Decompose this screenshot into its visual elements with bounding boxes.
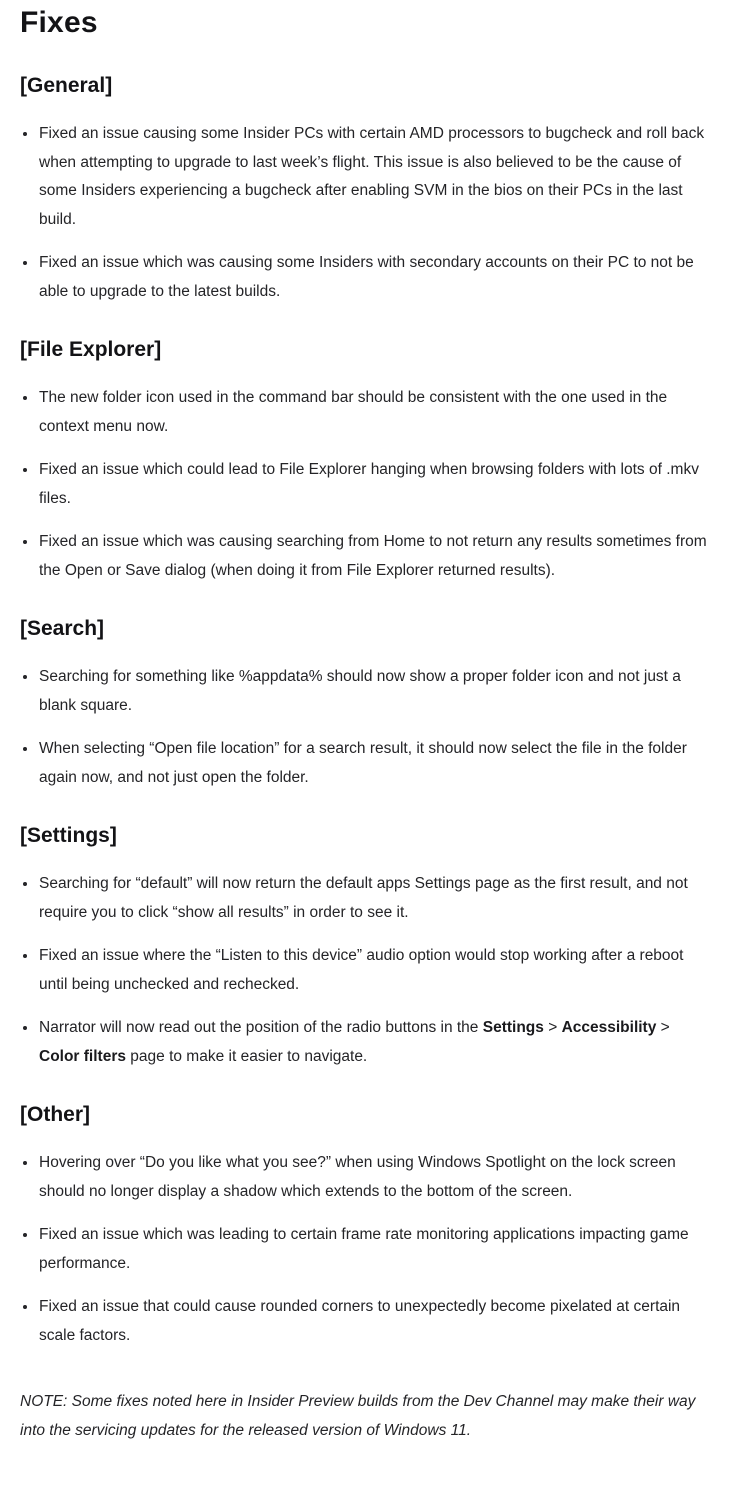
section-heading: [Other] bbox=[20, 1103, 90, 1126]
text-segment: Fixed an issue where the “Listen to this device” audio option would stop working after a reboot until being unchecked and rechecked. bbox=[39, 947, 684, 993]
section-heading: [Search] bbox=[20, 617, 105, 640]
fixes-section bbox=[20, 72, 710, 306]
text-segment: Fixed an issue that could cause rounded corners to unexpectedly become pixelated at certain scale factors. bbox=[39, 1298, 681, 1344]
fixes-section bbox=[20, 615, 710, 792]
text-segment: When selecting “Open file location” for a search result, it should now select the file in the folder again now, and not just open the folder. bbox=[39, 740, 687, 786]
fixes-list bbox=[20, 870, 710, 1071]
fixes-list bbox=[20, 1149, 710, 1350]
section-heading: [File Explorer] bbox=[20, 338, 162, 361]
text-segment: Fixed an issue which could lead to File Explorer hanging when browsing folders with lots of .mkv files. bbox=[39, 461, 699, 507]
text-segment: Fixed an issue which was leading to certain frame rate monitoring applications impacting game performance. bbox=[39, 1226, 689, 1272]
list-item bbox=[38, 1149, 710, 1206]
text-segment: > bbox=[543, 1019, 562, 1036]
text-segment: Fixed an issue causing some Insider PCs with certain AMD processors to bugcheck and roll back when attempting to upgrade to last week’s flight. This issue is also believed to be the cause of some Insiders experiencing a bugcheck after enabling SVM in the bios on their PCs in the last build. bbox=[39, 125, 705, 228]
list-item bbox=[38, 249, 710, 306]
fixes-list bbox=[20, 120, 710, 306]
page-title: Fixes bbox=[20, 6, 98, 39]
text-segment: Narrator will now read out the position of the radio buttons in the bbox=[39, 1019, 483, 1036]
text-segment: Fixed an issue which was causing some Insiders with secondary accounts on their PC to not be able to upgrade to the latest builds. bbox=[39, 254, 694, 300]
list-item bbox=[38, 870, 710, 927]
fixes-section bbox=[20, 1101, 710, 1350]
text-segment: Searching for something like %appdata% should now show a proper folder icon and not just a blank square. bbox=[39, 668, 681, 714]
fixes-list bbox=[20, 384, 710, 585]
sections-container bbox=[20, 72, 710, 1350]
list-item bbox=[38, 942, 710, 999]
text-segment: The new folder icon used in the command bar should be consistent with the one used in the context menu now. bbox=[39, 389, 668, 435]
text-segment: page to make it easier to navigate. bbox=[125, 1047, 368, 1065]
list-item bbox=[38, 1293, 710, 1350]
section-heading: [General] bbox=[20, 74, 113, 97]
fixes-list bbox=[20, 663, 710, 792]
list-item bbox=[38, 528, 710, 585]
bold-text-segment: Settings bbox=[482, 1019, 544, 1036]
list-item bbox=[38, 663, 710, 720]
bold-text-segment: Accessibility bbox=[561, 1019, 657, 1036]
list-item bbox=[38, 735, 710, 792]
note-text: NOTE: Some fixes noted here in Insider Preview builds from the Dev Channel may make their way into the servicing updates for the released version of Windows 11. bbox=[20, 1393, 696, 1439]
list-item bbox=[38, 1014, 710, 1071]
list-item bbox=[38, 1221, 710, 1278]
list-item bbox=[38, 456, 710, 513]
text-segment: Fixed an issue which was causing searching from Home to not return any results sometimes from the Open or Save dialog (when doing it from File Explorer returned results). bbox=[39, 533, 707, 579]
text-segment: Searching for “default” will now return the default apps Settings page as the first result, and not require you to click “show all results” in order to see it. bbox=[39, 875, 688, 921]
list-item bbox=[38, 384, 710, 441]
bold-text-segment: Color filters bbox=[39, 1047, 126, 1065]
fixes-section bbox=[20, 822, 710, 1071]
section-heading: [Settings] bbox=[20, 824, 117, 847]
list-item bbox=[38, 120, 710, 234]
text-segment: > bbox=[656, 1019, 670, 1036]
text-segment: Hovering over “Do you like what you see?” when using Windows Spotlight on the lock screen should no longer display a shadow which extends to the bottom of the screen. bbox=[39, 1154, 676, 1200]
fixes-section bbox=[20, 336, 710, 585]
